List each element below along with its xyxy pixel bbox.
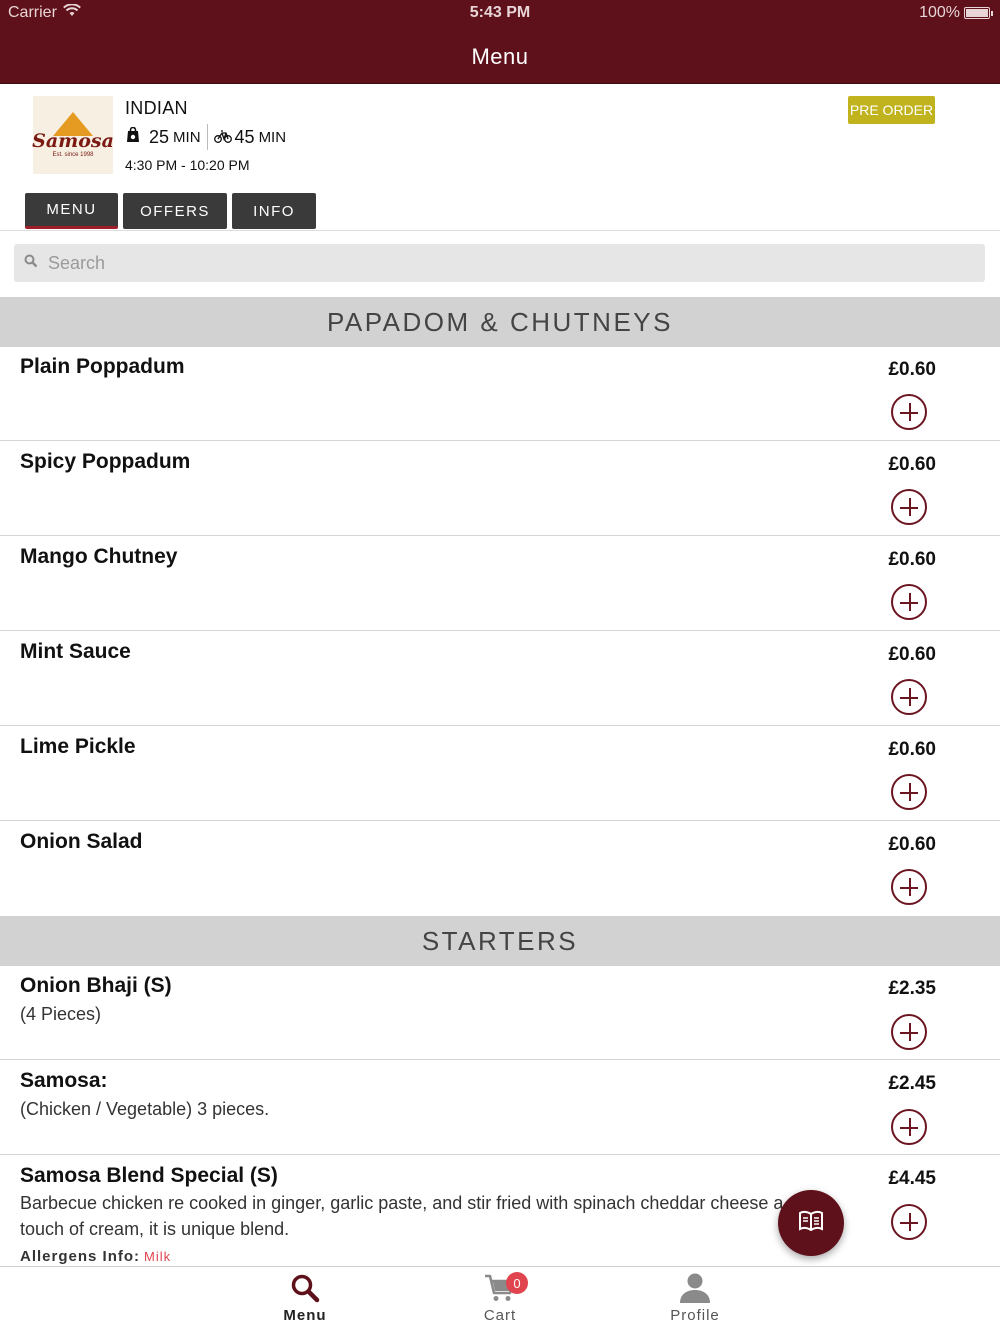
item-price: £4.45 — [888, 1168, 936, 1189]
logo-subtext: Est. since 1998 — [52, 152, 94, 158]
tab-offers[interactable]: OFFERS — [123, 193, 227, 229]
collection-time: 25 — [149, 126, 170, 147]
bottom-tab-label: Profile — [670, 1307, 720, 1324]
item-price: £0.60 — [888, 739, 936, 760]
search-icon — [24, 254, 38, 273]
tab-info[interactable]: INFO — [232, 193, 316, 229]
logo-text: Samosa — [32, 130, 114, 152]
item-name: Mint Sauce — [20, 640, 131, 663]
battery-icon — [964, 7, 990, 19]
add-item-button[interactable] — [891, 774, 927, 810]
add-item-button[interactable] — [891, 869, 927, 905]
item-price: £0.60 — [888, 359, 936, 380]
add-item-button[interactable] — [891, 1109, 927, 1145]
item-price: £0.60 — [888, 454, 936, 475]
restaurant-logo — [33, 96, 113, 174]
search-bar[interactable] — [14, 244, 985, 282]
restaurant-tabs — [25, 193, 316, 229]
menu-item[interactable] — [0, 1061, 1000, 1155]
menu-item[interactable] — [0, 727, 1000, 821]
collection-time-unit: MIN — [173, 128, 201, 146]
item-price: £2.35 — [888, 978, 936, 999]
search-icon — [290, 1272, 320, 1304]
bottom-tab-label: Menu — [283, 1307, 327, 1324]
item-price: £0.60 — [888, 644, 936, 665]
section-header: STARTERS — [0, 916, 1000, 966]
menu-item[interactable] — [0, 537, 1000, 631]
item-price: £0.60 — [888, 549, 936, 570]
tabs-divider — [0, 230, 1000, 231]
status-bar — [0, 4, 1000, 26]
bottom-tab-menu[interactable] — [245, 1267, 365, 1334]
allergens-value: Milk — [144, 1249, 172, 1264]
item-name: Samosa Blend Special (S) — [20, 1164, 278, 1187]
search-input[interactable] — [48, 253, 948, 274]
status-time: 5:43 PM — [469, 4, 531, 21]
menu-categories-button[interactable] — [778, 1190, 844, 1256]
add-item-button[interactable] — [891, 584, 927, 620]
carrier-label: Carrier — [8, 4, 57, 21]
item-name: Samosa: — [20, 1069, 108, 1092]
item-price: £0.60 — [888, 834, 936, 855]
item-description: Barbecue chicken re cooked in ginger, garlic paste, and stir fried with spinach cheddar cheese a touch of cream, it is unique blend. — [20, 1193, 784, 1239]
add-item-button[interactable] — [891, 1204, 927, 1240]
item-name: Onion Bhaji (S) — [20, 974, 172, 997]
bottom-tab-profile[interactable] — [635, 1267, 755, 1334]
allergens-label: Allergens Info: — [20, 1248, 141, 1265]
delivery-time-unit: MIN — [258, 128, 287, 146]
page-title: Menu — [471, 44, 529, 69]
item-description: (Chicken / Vegetable) 3 pieces. — [20, 1099, 270, 1119]
opening-hours: 4:30 PM - 10:20 PM — [125, 157, 250, 173]
collection-bag-icon — [125, 127, 141, 148]
item-name: Mango Chutney — [20, 545, 178, 568]
bicycle-icon — [214, 127, 232, 148]
cuisine-label: INDIAN — [125, 98, 188, 118]
cart-count-badge: 0 — [506, 1272, 528, 1294]
add-item-button[interactable] — [891, 1014, 927, 1050]
app-header — [0, 0, 1000, 84]
menu-book-icon — [798, 1210, 824, 1237]
menu-item[interactable] — [0, 1156, 1000, 1268]
bottom-tab-label: Cart — [483, 1307, 517, 1324]
cart-icon — [484, 1272, 521, 1304]
battery-percent: 100% — [919, 4, 960, 21]
menu-item[interactable] — [0, 966, 1000, 1060]
add-item-button[interactable] — [891, 394, 927, 430]
item-name: Spicy Poppadum — [20, 450, 191, 473]
profile-icon — [678, 1272, 712, 1304]
section-header: PAPADOM & CHUTNEYS — [0, 297, 1000, 347]
add-item-button[interactable] — [891, 679, 927, 715]
pre-order-badge[interactable]: PRE ORDER — [848, 96, 935, 124]
add-item-button[interactable] — [891, 489, 927, 525]
delivery-time: 45 — [234, 126, 255, 147]
menu-item[interactable] — [0, 442, 1000, 536]
menu-item[interactable] — [0, 822, 1000, 916]
menu-item[interactable] — [0, 347, 1000, 441]
item-price: £2.45 — [888, 1073, 936, 1094]
delivery-times — [125, 124, 286, 150]
item-name: Onion Salad — [20, 830, 143, 853]
allergens-info — [20, 1248, 171, 1265]
item-description: (4 Pieces) — [20, 1004, 102, 1024]
menu-item[interactable] — [0, 632, 1000, 726]
bottom-tab-bar — [0, 1266, 1000, 1334]
tab-menu[interactable]: MENU — [25, 193, 118, 229]
item-name: Plain Poppadum — [20, 355, 185, 378]
time-divider — [207, 124, 208, 150]
bottom-tab-cart[interactable] — [440, 1267, 560, 1334]
item-name: Lime Pickle — [20, 735, 136, 758]
